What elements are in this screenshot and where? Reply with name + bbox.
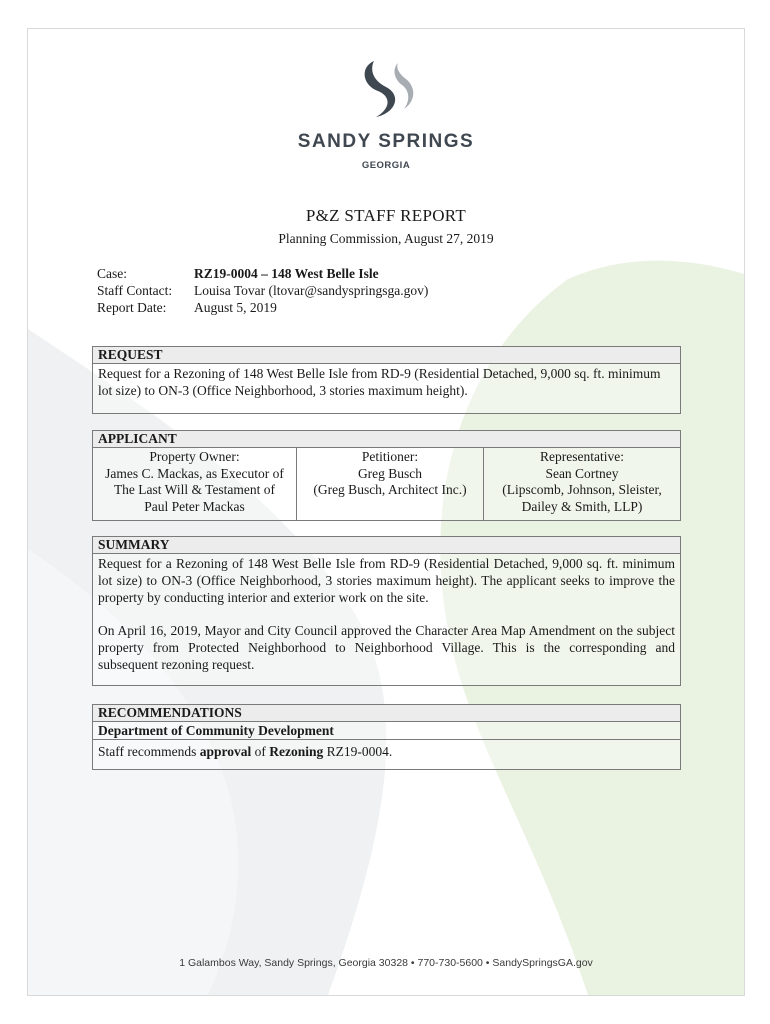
meta-label: Staff Contact: (97, 283, 173, 298)
property-owner-cell (93, 448, 296, 520)
meta-row-report-date (97, 299, 428, 316)
recommendation-text (93, 740, 680, 764)
request-section (92, 346, 681, 414)
recommendations-section (92, 704, 681, 770)
summary-body (93, 554, 680, 674)
rec-text-part: Staff recommends (98, 744, 200, 759)
cell-line: Paul Peter Mackas (144, 498, 245, 514)
applicant-grid (93, 448, 680, 520)
swoosh-logo-icon (356, 59, 416, 119)
summary-section (92, 536, 681, 686)
rec-approval: approval (199, 744, 252, 759)
cell-line: (Lipscomb, Johnson, Sleister, (502, 482, 662, 497)
cell-line: James C. Mackas, as Executor of (105, 465, 284, 481)
cell-line: Greg Busch (357, 465, 423, 481)
report-date: August 5, 2019 (194, 300, 277, 315)
applicant-section (92, 430, 681, 521)
cell-line: Property Owner: (149, 449, 240, 464)
petitioner-cell (296, 448, 483, 520)
cell-line: Petitioner: (361, 449, 419, 464)
rec-text-part: RZ19-0004. (323, 744, 393, 759)
footer-contact: 1 Galambos Way, Sandy Springs, Georgia 30328 • 770-730-5600 • SandySpringsGA.gov (179, 957, 593, 969)
brand-name: SANDY SPRINGS (297, 131, 475, 152)
cell-line: The Last Will & Testament of (113, 482, 276, 497)
report-page (27, 28, 745, 996)
rec-text-part: of (251, 744, 270, 759)
meta-label: Report Date: (97, 300, 167, 315)
cell-line: Sean Cortney (545, 465, 619, 481)
meta-row-case (97, 265, 428, 282)
case-number: RZ19-0004 – 148 West Belle Isle (194, 266, 379, 281)
cell-line: Dailey & Smith, LLP) (521, 498, 643, 514)
brand-state: GEORGIA (361, 160, 411, 171)
rec-rezoning: Rezoning (269, 744, 324, 759)
cell-line: Representative: (540, 449, 624, 464)
request-heading: REQUEST (93, 347, 680, 364)
summary-heading: SUMMARY (93, 537, 680, 554)
summary-paragraph: On April 16, 2019, Mayor and City Council approved the Character Area Map Amendment on the subject property from Protected Neighborhood to Neighborhood Village. This is the corresponding and subsequent rezoning request. (98, 623, 675, 672)
summary-paragraph: Request for a Rezoning of 148 West Belle Isle from RD-9 (Residential Detached, 9,000 sq. ft. minimum lot size) to ON-3 (Office Neighborhood, 3 stories maximum height). The applicant seeks to improve the property by conducting interior and exterior work on the site. (98, 556, 675, 605)
applicant-heading: APPLICANT (93, 431, 680, 448)
report-subtitle: Planning Commission, August 27, 2019 (278, 231, 494, 246)
report-title: P&Z STAFF REPORT (305, 206, 467, 225)
report-meta (97, 265, 428, 316)
department-label: Department of Community Development (93, 722, 680, 740)
sandy-springs-logo (28, 59, 744, 171)
request-text: Request for a Rezoning of 148 West Belle Isle from RD-9 (Residential Detached, 9,000 sq. ft. minimum lot size) to ON-3 (Office Neighborhood, 3 stories maximum height). (98, 366, 661, 398)
staff-contact: Louisa Tovar (ltovar@sandyspringsga.gov) (194, 283, 429, 298)
meta-row-staff-contact (97, 282, 428, 299)
recommendations-heading: RECOMMENDATIONS (93, 705, 680, 722)
representative-cell (483, 448, 680, 520)
meta-label: Case: (97, 266, 127, 281)
cell-line: (Greg Busch, Architect Inc.) (313, 482, 467, 497)
